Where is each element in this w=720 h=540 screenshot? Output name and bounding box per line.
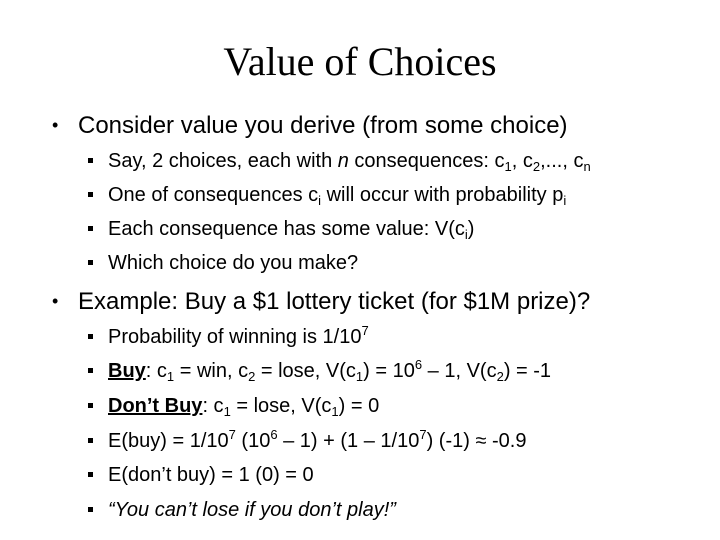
subscript: 1 [355,369,364,384]
sub-bullet-buy [88,358,551,384]
square-bullet-icon [88,334,93,339]
text: – 1) + (1 – 1/10 [277,430,420,452]
subscript: n [583,159,591,174]
sub-bullet-expected-buy [88,428,526,454]
text: ) = 10 [363,360,415,382]
bullet-text: Example: Buy a $1 lottery ticket (for $1M prize)? [78,288,591,315]
text: E(buy) = 1/10 [108,430,229,452]
bullet-lottery-example [52,286,590,317]
slide-title: Value of Choices [223,39,497,84]
text: (10 [235,430,271,452]
subscript: 2 [248,369,256,384]
text: Say, 2 choices, each with [108,150,338,172]
sub-bullet-probability [88,182,566,208]
bullet-consider-value [52,110,568,141]
sub-bullet-which-choice [88,250,358,276]
subscript: i [318,193,322,208]
superscript: 7 [228,427,236,442]
text: will occur with probability p [321,184,564,206]
superscript: 6 [270,427,278,442]
label-buy: Buy [108,360,146,382]
text: : c [145,360,167,382]
subscript: i [563,193,567,208]
text: E(don’t buy) = 1 (0) = 0 [108,464,314,486]
text: ) = -1 [503,360,552,382]
sub-bullet-two-choices [88,148,591,174]
text: = lose, V(c [255,360,356,382]
text: Which choice do you make? [108,252,359,274]
square-bullet-icon [88,438,93,443]
subscript: 1 [504,159,512,174]
bullet-text: Consider value you derive (from some choice) [78,112,568,139]
text: = lose, V(c [230,395,332,417]
text: ,..., c [540,150,584,172]
text-italic: n [337,150,349,172]
bullet-dot-icon: • [52,291,59,311]
text: , c [511,150,533,172]
text: : c [202,395,224,417]
text: consequences: c [348,150,505,172]
quote-text: “You can’t lose if you don’t play!” [108,499,396,521]
text: ) [467,218,475,240]
text: One of consequences c [108,184,319,206]
text: – 1, V(c [422,360,497,382]
text: = win, c [174,360,249,382]
superscript: 6 [414,357,423,372]
sub-bullet-consequence-value [88,216,474,242]
text: ) = 0 [338,395,380,417]
superscript: 7 [419,427,427,442]
superscript: 7 [361,323,369,338]
sub-bullet-expected-dont-buy [88,462,314,488]
subscript: 2 [496,369,504,384]
bullet-dot-icon: • [52,115,59,135]
square-bullet-icon [88,403,93,408]
label-dont-buy: Don’t Buy [108,395,203,417]
square-bullet-icon [88,226,93,231]
text: Probability of winning is 1/10 [108,326,362,348]
text: ) (-1) ≈ -0.9 [426,430,527,452]
subscript: i [464,227,468,242]
subscript: 1 [331,404,339,419]
text: Each consequence has some value: V(c [108,218,465,240]
subscript: 1 [166,369,175,384]
square-bullet-icon [88,472,93,477]
sub-bullet-dont-buy [88,393,379,419]
square-bullet-icon [88,260,93,265]
subscript: 2 [532,159,541,174]
square-bullet-icon [88,368,93,373]
subscript: 1 [223,404,231,419]
square-bullet-icon [88,507,93,512]
sub-bullet-probability-winning [88,324,369,350]
square-bullet-icon [88,192,93,197]
sub-bullet-quote [88,497,396,523]
square-bullet-icon [88,158,93,163]
